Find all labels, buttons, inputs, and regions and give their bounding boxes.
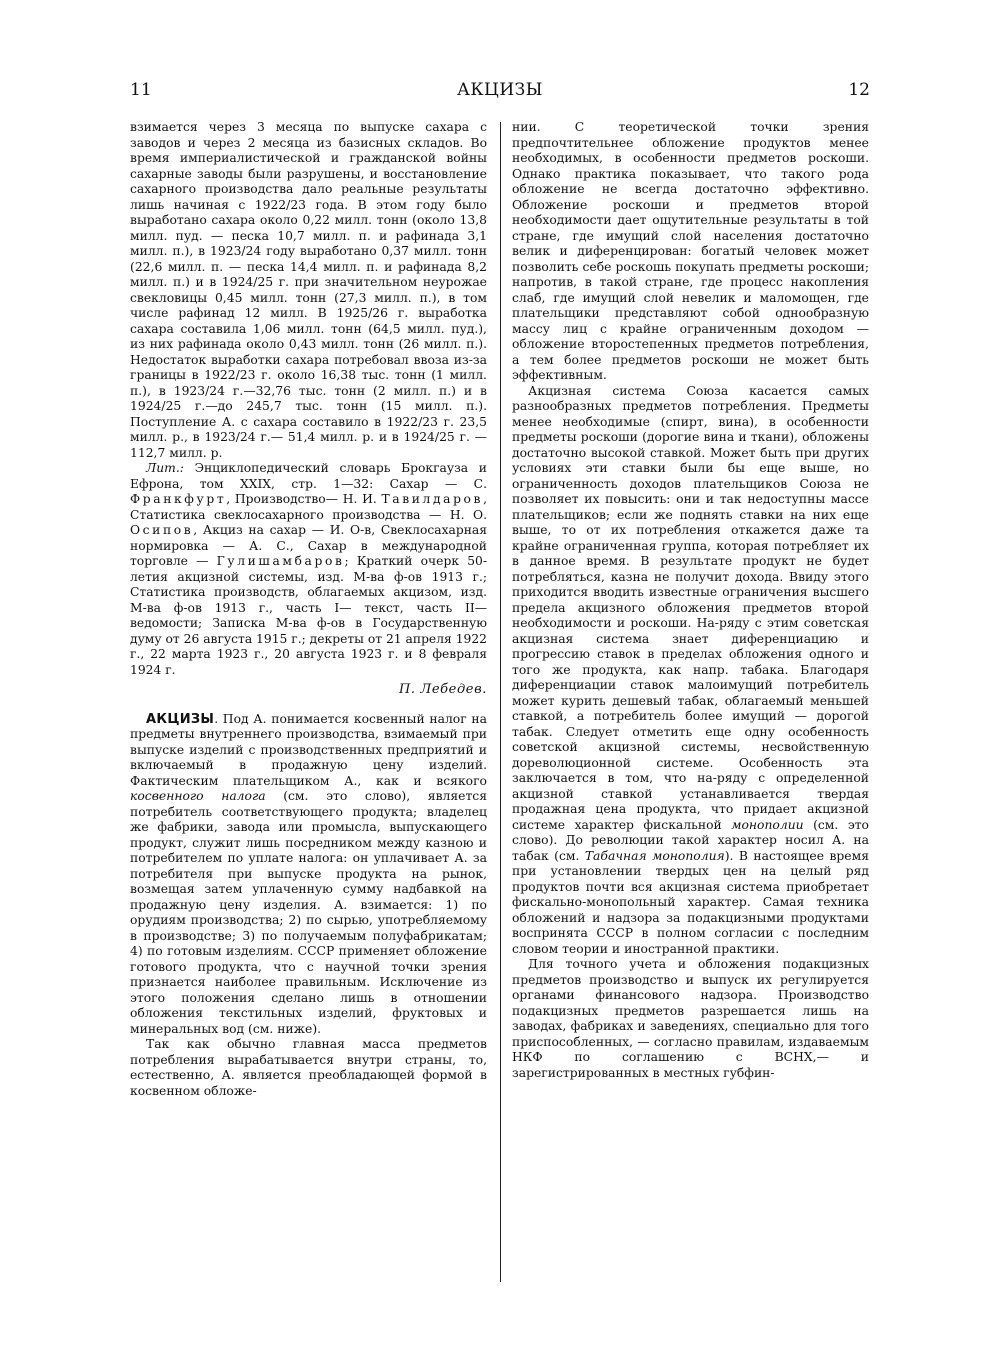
- entry-text-b: (см. это слово), является потребитель соответствующего продукта; владелец же фабрики, завода или промысла, выпускающего продукт, служит лишь посредником между казною и потребителем по уплате налога: он уплачивает А. за потребителя при выпуске продукта на рынок, возмещая затем уплаченную сумму надбавкой на продажную цену изделия. А. взимается: 1) по орудиям производства; 2) по сырью, употребляемому в производстве; 3) по получаемым полуфабрикатам; 4) по готовым изделиям. СССР применяет обложение готового продукта, что с научной точки зрения признается наиболее правильным. Исключение из этого положения сделано лишь в отношении обложения текстильных изделий, фруктовых и минеральных вод (см. ниже).: [130, 789, 487, 1036]
- author-signature: П. Лебедев.: [398, 682, 487, 697]
- lit-author-1: Франкфурт: [130, 492, 227, 506]
- entry-paragraph-3: [512, 384, 869, 958]
- cross-ref-monopoly: монополии: [731, 817, 804, 832]
- lit-text-e: ; Краткий очерк 50-летия акцизной системы, изд. М-ва ф-ов 1913 г.; Статистика производств, облагаемых акцизом, изд. М-ва ф-ов 1913 г., часть I— текст, часть II—ведомости; Записка М-ва ф-ов в Государственную думу от 26 августа 1915 г.; декреты от 21 апреля 1922 г., 22 марта 1923 г., 20 августа 1923 г. и 8 февраля 1924 г.: [130, 554, 487, 677]
- literature-references: [130, 461, 487, 678]
- sugar-article-continuation: взимается через 3 месяца по выпуске сахара с заводов и через 2 месяца из базисных складов. Во время империалистической и гражданской войны сахарные заводы были разрушены, и восстановление сахарного производства дало реальные результаты лишь начиная с 1922/23 года. В этом году было выработано сахара около 0,22 милл. тонн (около 13,8 милл. пуд. — песка 10,7 милл. п. и рафинада 3,1 милл. п.), в 1923/24 году выработано 0,37 милл. тонн (22,6 милл. п. — песка 14,4 милл. п. и рафинада 8,2 милл. п.) и в 1924/25 г. при значительном неурожае свекловицы 0,45 милл. тонн (27,3 милл. п.), в том числе рафинад 12 милл. В 1925/26 г. выработка сахара составила 1,06 милл. тонн (64,5 милл. пуд.), из них рафинада около 0,43 милл. тонн (26 милл. п.). Недостаток выработки сахара потребовал ввоза из-за границы в 1922/23 г. около 16,38 тыс. тонн (1 милл. п.), в 1923/24 г.—32,76 тыс. тонн (2 милл. п.) и в 1924/25 г.—до 245,7 тыс. тонн (15 милл. п.). Поступление А. с сахара составило в 1922/23 г. 23,5 милл. р., в 1923/24 г.— 51,4 милл. р. и в 1924/25 г. — 112,7 милл. р.: [130, 120, 487, 460]
- entry-cross-ref: косвенного налога: [130, 789, 266, 803]
- entry-paragraph-4: Для точного учета и обложения подакцизных предметов производство и выпуск их регулируется органами финансового надзора. Производство подакцизных предметов разрешается лишь на заводах, фабриках и заведениях, специально для того приспособленных, — согласно правилам, издаваемым НКФ по соглашению с ВСНХ,— и зарегистрированных в местных губфин-: [512, 957, 869, 1080]
- p3-text-c: ). В настоящее время при установлении твердых цен на целый ряд продуктов почти вся акцизная система приобретает фискально-монопольный характер. Самая техника обложений и надзора за подакцизными продуктами воспринята СССР в полном согласии с последним словом теории и иностранной практики.: [512, 848, 869, 956]
- entry-text-a: . Под А. понимается косвенный налог на предметы внутреннего производства, взимаемый при выпуске изделий с производственных предприятий и включаемый в продажную цену изделий. Фактическим плательщиком А., как и всякого: [130, 711, 487, 788]
- lit-text-a: Энциклопедический словарь Брокгауза и Ефрона, том XXIX, стр. 1—32: Сахар — С.: [130, 461, 487, 491]
- literature-label: Лит.:: [145, 461, 184, 475]
- page-number-left: 11: [130, 80, 152, 100]
- cross-ref-tobacco-monopoly: Табачная монополия: [584, 848, 725, 863]
- entry-paragraph-2: Так как обычно главная масса предметов потребления вырабатывается внутри страны, то, естественно, А. является преобладающей формой в косвенном обложе-: [130, 1037, 487, 1098]
- lit-author-3: Осипов: [130, 523, 194, 537]
- entry-paragraph-2-continuation: нии. С теоретической точки зрения предпочтительнее обложение продуктов менее необходимых, в особенности предметов роскоши. Однако практика показывает, что такого рода обложение не всегда достаточно эффективно. Обложение роскоши и предметов второй необходимости дает ощутительные результаты в той стране, где имущий слой населения достаточно велик и диференцирован: богатый человек может позволить себе роскошь покупать предметы роскоши; напротив, в такой стране, где процесс накопления слаб, где имущий слой невелик и маломощен, где плательщики представляют собой однообразную массу лиц с крайне ограниченным доходом — обложение второстепенных предметов потребления, а тем более предметов роскоши не может быть эффективным.: [512, 120, 869, 382]
- running-title: АКЦИЗЫ: [457, 80, 543, 100]
- section-gap: [130, 698, 487, 712]
- lit-author-4: Гулишамбаров: [216, 554, 345, 568]
- lit-text-d: , Акциз на сахар — И. О-в, Свеклосахарная нормировка — А. С., Сахар в международной торговле —: [130, 523, 487, 568]
- entry-headword: АКЦИЗЫ: [146, 711, 215, 727]
- left-column: [130, 120, 487, 1270]
- page-number-right: 12: [848, 80, 870, 100]
- running-header: [130, 80, 870, 108]
- entry-definition: [130, 712, 487, 1038]
- column-divider: [500, 122, 501, 1282]
- p3-text-a: Акцизная система Союза касается самых разнообразных предметов потребления. Предметы менее необходимые (спирт, вина), в особенности предметы роскоши (дорогие вина и ткани), обложены достаточно высокой ставкой. Может быть при других условиях эти ставки были бы еще выше, но ограниченность доходов плательщиков Союза не позволяет их повысить: они и так недоступны массе плательщиков; если же поднять ставки на них еще выше, то от их потребления откажется даже та крайне ограниченная группа, которая потребляет их в данное время. В результате продукт не будет потребляться, казна не получит дохода. Ввиду этого приходится вводить известные ограничения высшего предела акцизного обложения предметов второй необходимости и роскоши. На-ряду с этим советская акцизная система знает диференциацию и прогрессию ставок в пределах обложения одного и того же продукта, как напр. табака. Благодаря диференциации ставок малоимущий потребитель может курить дешевый табак, облагаемый меньшей ставкой, а потребитель более имущий — дорогой табак. Следует отметить еще одну особенность советской акцизной системы, несвойственную дореволюционной системе. Особенность эта заключается в том, что на-ряду с определенной акцизной ставкой устанавливается твердая продажная цена продукта, что придает акцизной системе характер фискальной: [512, 383, 869, 832]
- lit-text-c: , Статистика свеклосахарного производства — Н. О.: [130, 492, 487, 522]
- lit-text-b: , Производство— Н. И.: [226, 492, 382, 506]
- lit-author-2: Тавилдаров: [381, 492, 484, 506]
- p3-text-b: (см. это слово). До революции такой характер носил А. на табак (см.: [512, 817, 869, 863]
- right-column: [512, 120, 869, 1270]
